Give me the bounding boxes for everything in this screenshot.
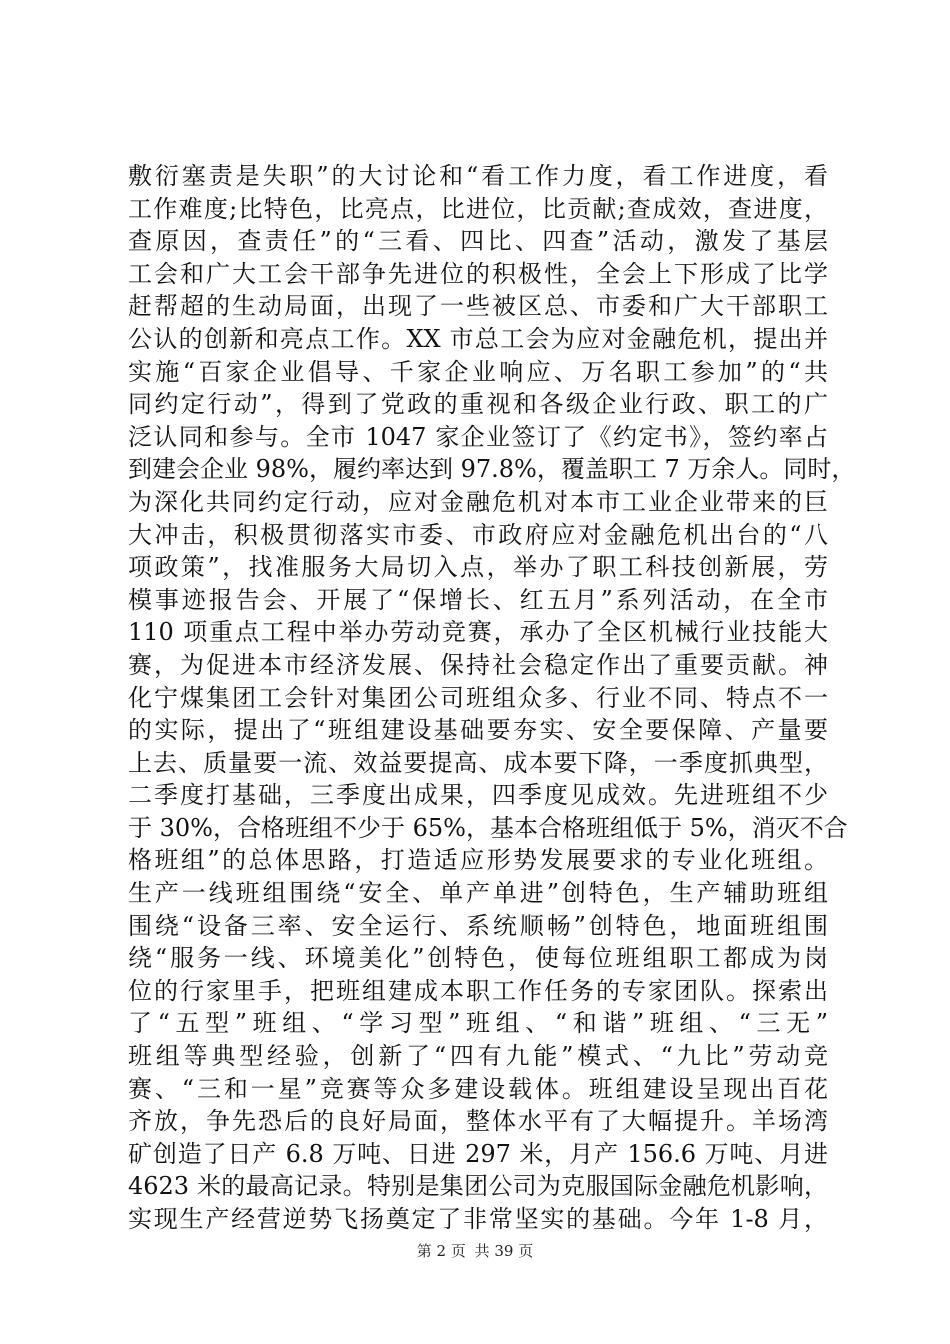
text-line: 了“五型”班组、“学习型”班组、“和谐”班组、“三无”	[128, 1009, 828, 1038]
text-line: 4623 米的最高记录。特别是集团公司为克服国际金融危机影响，	[128, 1172, 828, 1201]
text-line: 工作难度;比特色，比亮点，比进位，比贡献;查成效，查进度，	[128, 194, 828, 223]
text-line: 到建会企业 98%，履约率达到 97.8%，覆盖职工 7 万余人。同时，	[128, 455, 856, 484]
text-line: 赶帮超的生动局面，出现了一些被区总、市委和广大干部职工	[128, 292, 828, 321]
text-line: 格班组”的总体思路，打造适应形势发展要求的专业化班组。	[128, 846, 828, 875]
page-number: 第 2 页	[416, 1242, 466, 1260]
text-line: 二季度打基础，三季度出成果，四季度见成效。先进班组不少	[128, 781, 828, 810]
text-line: 上去、质量要一流、效益要提高、成本要下降，一季度抓典型，	[128, 748, 828, 777]
text-line: 实现生产经营逆势飞扬奠定了非常坚实的基础。今年 1-8 月，	[128, 1205, 828, 1233]
text-line: 赛，为促进本市经济发展、保持社会稳定作出了重要贡献。神	[128, 650, 828, 679]
text-line: 模事迹报告会、开展了“保增长、红五月”系列活动，在全市	[128, 585, 828, 614]
text-line: 绕“服务一线、环境美化”创特色，使每位班组职工都成为岗	[128, 944, 828, 973]
page-footer	[0, 1240, 950, 1261]
text-line: 公认的创新和亮点工作。XX 市总工会为应对金融危机，提出并	[128, 324, 828, 353]
text-line: 于 30%，合格班组不少于 65%，基本合格班组低于 5%，消灭不合	[128, 813, 848, 842]
text-line: 化宁煤集团工会针对集团公司班组众多、行业不同、特点不一	[128, 683, 828, 712]
text-line: 实施“百家企业倡导、千家企业响应、万名职工参加”的“共	[128, 357, 828, 386]
text-line: 大冲击，积极贯彻落实市委、市政府应对金融危机出台的“八	[128, 520, 828, 549]
text-line: 赛、“三和一星”竞赛等众多建设载体。班组建设呈现出百花	[128, 1074, 828, 1103]
text-line: 工会和广大工会干部争先进位的积极性，全会上下形成了比学	[128, 259, 828, 288]
text-line: 同约定行动”，得到了党政的重视和各级企业行政、职工的广	[128, 390, 828, 419]
text-line: 生产一线班组围绕“安全、单产单进”创特色，生产辅助班组	[128, 879, 828, 908]
text-line: 110 项重点工程中举办劳动竞赛，承办了全区机械行业技能大	[128, 618, 828, 647]
text-line: 的实际，提出了“班组建设基础要夯实、安全要保障、产量要	[128, 716, 828, 745]
text-line: 查原因，查责任”的“三看、四比、四查”活动，激发了基层	[128, 227, 828, 256]
body-text	[128, 160, 856, 1236]
text-line: 泛认同和参与。全市 1047 家企业签订了《约定书》，签约率占	[128, 422, 828, 451]
text-line: 为深化共同约定行动，应对金融危机对本市工业企业带来的巨	[128, 487, 828, 516]
text-line: 矿创造了日产 6.8 万吨、日进 297 米，月产 156.6 万吨、月进	[128, 1139, 828, 1168]
text-line: 位的行家里手，把班组建成本职工作任务的专家团队。探索出	[128, 976, 828, 1005]
text-line: 班组等典型经验，创新了“四有九能”模式、“九比”劳动竞	[128, 1042, 828, 1071]
total-pages: 共 39 页	[474, 1242, 534, 1260]
text-line: 敷衍塞责是失职”的大讨论和“看工作力度，看工作进度，看	[128, 162, 828, 190]
text-line: 项政策”，找准服务大局切入点，举办了职工科技创新展，劳	[128, 553, 828, 582]
text-line: 齐放，争先恐后的良好局面，整体水平有了大幅提升。羊场湾	[128, 1107, 828, 1136]
text-line: 围绕“设备三率、安全运行、系统顺畅”创特色，地面班组围	[128, 911, 828, 940]
